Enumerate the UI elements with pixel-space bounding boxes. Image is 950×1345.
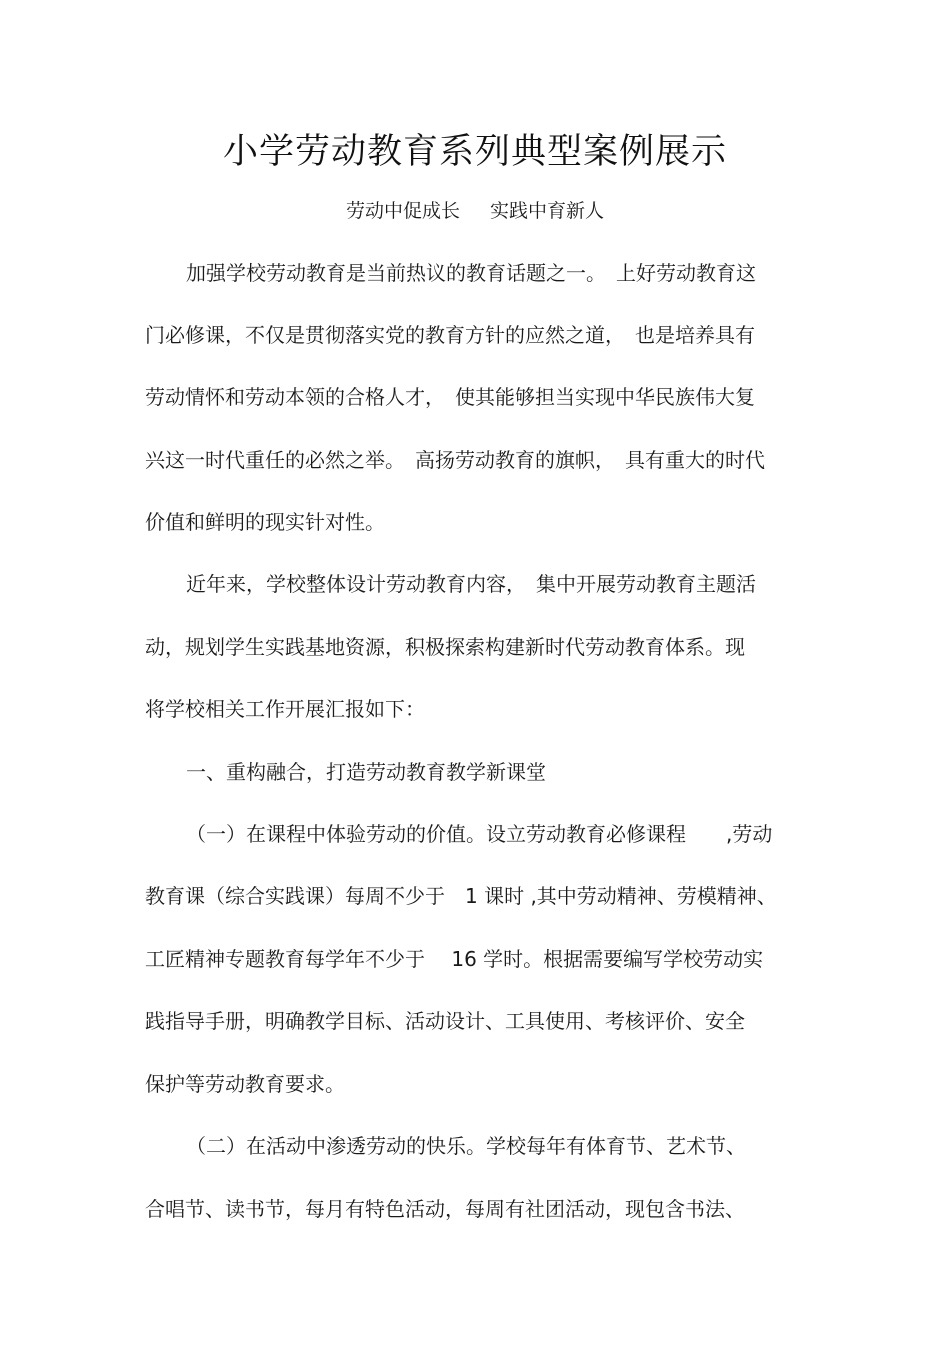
- paragraph-line: 门必修课，不仅是贯彻落实党的教育方针的应然之道， 也是培养具有: [145, 323, 755, 347]
- subtitle-right: 实践中育新人: [490, 200, 605, 222]
- paragraph-line: 合唱节、读书节，每月有特色活动，每周有社团活动，现包含书法、: [145, 1197, 745, 1221]
- paragraph-line: 价值和鲜明的现实针对性。: [145, 510, 385, 534]
- document-title: 小学劳动教育系列典型案例展示: [222, 132, 727, 172]
- paragraph-line: 工匠精神专题教育每学年不少于 16 学时。根据需要编写学校劳动实: [145, 947, 764, 971]
- paragraph-line: 劳动情怀和劳动本领的合格人才， 使其能够担当实现中华民族伟大复: [145, 385, 755, 409]
- paragraph-line: 将学校相关工作开展汇报如下：: [145, 697, 425, 721]
- paragraph-line: （一）在课程中体验劳动的价值。设立劳动教育必修课程 ,劳动: [186, 822, 773, 846]
- paragraph-line: 践指导手册，明确教学目标、活动设计、工具使用、考核评价、安全: [145, 1009, 745, 1033]
- paragraph-line: 近年来，学校整体设计劳动教育内容， 集中开展劳动教育主题活: [186, 572, 756, 596]
- paragraph-line: 加强学校劳动教育是当前热议的教育话题之一。 上好劳动教育这: [186, 261, 756, 285]
- paragraph-line: 兴这一时代重任的必然之举。 高扬劳动教育的旗帜， 具有重大的时代: [145, 448, 765, 472]
- document-subtitle: [0, 196, 950, 226]
- paragraph-line: 保护等劳动教育要求。: [145, 1072, 345, 1096]
- subtitle-left: 劳动中促成长: [345, 200, 460, 222]
- section-heading: 一、重构融合，打造劳动教育教学新课堂: [186, 760, 546, 784]
- paragraph-line: （二）在活动中渗透劳动的快乐。学校每年有体育节、艺术节、: [186, 1134, 746, 1158]
- paragraph-line: 教育课（综合实践课）每周不少于 1 课时 ,其中劳动精神、劳模精神、: [145, 884, 777, 908]
- paragraph-line: 动，规划学生实践基地资源，积极探索构建新时代劳动教育体系。现: [145, 635, 745, 659]
